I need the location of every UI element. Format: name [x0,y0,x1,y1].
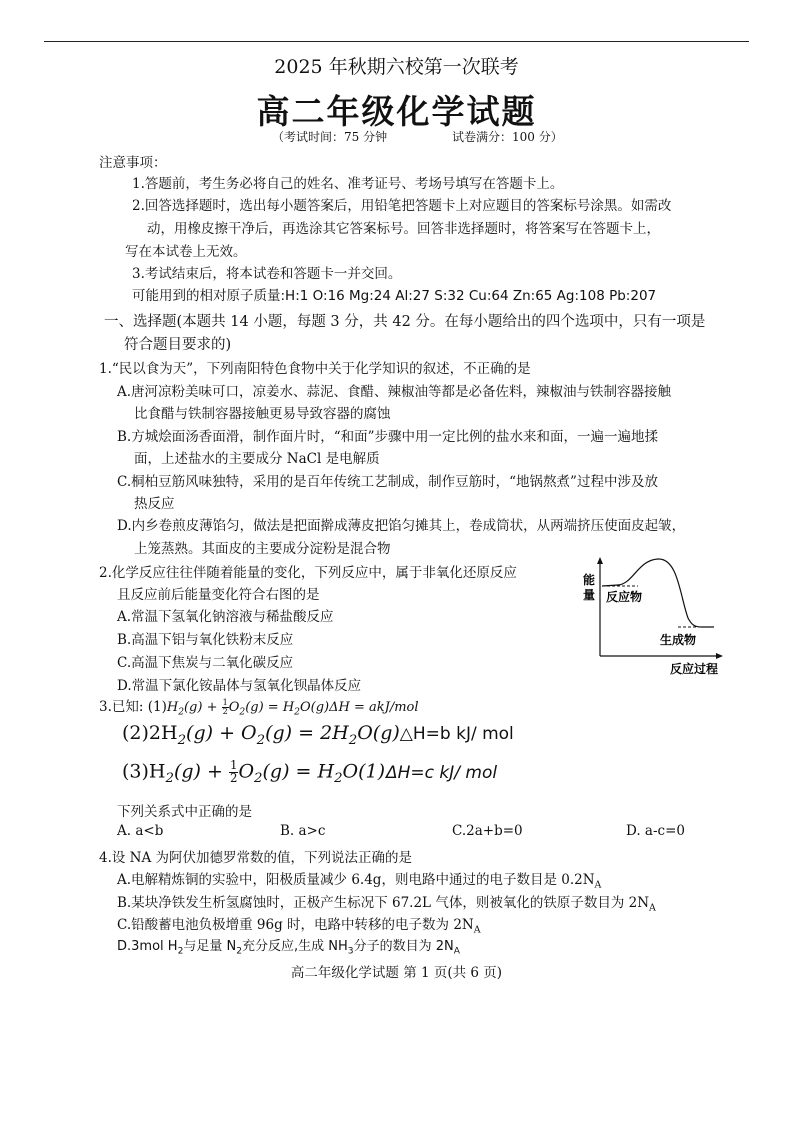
q3-option-b: B. a>c [280,823,326,839]
q1-option-b-2: 面，上述盐水的主要成分 NaCl 是电解质 [134,451,380,467]
q3-option-c: C.2a+b=0 [452,823,523,839]
q3-option-d: D. a-c=0 [626,823,685,839]
q3-eq3: $(3)H_2(g)$ + $\frac{1}{2}$ $O_2(g) = H_2O(1)$ [122,758,386,787]
q3-eq2: $(2)2H_2(g) + O_2(g)$ = $2H_2O(g)\triangle H=b$ kJ/ mol [122,722,514,748]
q1-option-a-2: 比食醋与铁制容器接触更易导致容器的腐蚀 [134,406,391,422]
q2-option-d: D.常温下氯化铵晶体与氢氧化钡晶体反应 [117,678,362,694]
score-note: 试卷满分：100 分） [452,130,563,144]
q4-option-b: B.某块净铁发生析氢腐蚀时，正极产生标况下 67.2L 气体，则被氧化的铁原子数目为 $2N_A$ [117,895,656,914]
page-footer: 高二年级化学试题 第 1 页(共 6 页) [290,965,503,981]
atomic-masses: 可能用到的相对原子质量:H:1 O:16 Mg:24 Al:27 S:32 Cu:64 Zn:65 Ag:108 Pb:207 [132,288,657,304]
reactants-label: 反应物 [606,590,643,604]
q1-stem: 1.“民以食为天”，下列南阳特色食物中关于化学知识的叙述，不正确的是 [99,361,531,377]
q3-ask: 下列关系式中正确的是 [117,804,252,820]
q4-option-d: D.3mol $H_2$与足量 $N_2$充分反应,生成 $NH_3$分子的数目为 $2N_A$ [117,939,460,957]
q2-option-a: A.常温下氢氧化钠溶液与稀盐酸反应 [117,609,334,625]
q2-stem-2: 且反应前后能量变化符合右图的是 [117,587,320,603]
notice-item-2b: 动，用橡皮擦干净后，再选涂其它答案标号。回答非选择题时，将答案写在答题卡上， [147,221,660,237]
q1-option-c-2: 热反应 [134,496,175,512]
q3-eq2-lead: (2)2H [122,722,178,744]
notice-item-3: 3.考试结束后，将本试卷和答题卡一并交回。 [132,266,402,282]
notice-heading: 注意事项： [99,155,167,171]
energy-diagram [578,556,728,678]
q2-option-b: B.高温下铝与氧化铁粉末反应 [117,632,294,648]
x-label: 反应过程 [670,662,719,676]
notice-item-2c: 写在本试卷上无效。 [125,244,247,260]
q1-option-b-1: B.方城烩面汤香面滑，制作面片时，“和面”步骤中用一定比例的盐水来和面，一遍一遍地揉 [117,429,659,445]
q1-option-d-2: 上笼蒸熟。其面皮的主要成分淀粉是混合物 [134,541,391,557]
y-axis-arrow [597,557,603,564]
section-heading-b: 符合题目要求的) [124,337,232,353]
section-heading-a: 一、选择题(本题共 14 小题，每题 3 分，共 42 分。在每小题给出的四个选项中，只有一项是 [104,314,706,330]
q3-eq2-dh: △H=b kJ/ mol [399,724,514,744]
q3-eq1-dh: ΔH = akJ/mol [329,700,419,715]
q1-option-d-1: D.内乡卷煎皮薄馅匀，做法是把面擀成薄皮把馅匀摊其上，卷成筒状，从两端挤压使面皮起皱， [117,518,686,534]
q4-stem: 4.设 NA 为阿伏加德罗常数的值，下列说法正确的是 [99,850,413,866]
q3-lead: 3.已知: (1) [99,699,167,715]
q2-option-c: C.高温下焦炭与二氧化碳反应 [117,655,294,671]
q1-option-a-1: A.唐河凉粉美味可口，凉姜水、蒜泥、食醋、辣椒油等都是必备佐料，辣椒油与铁制容器接触 [117,384,672,400]
y-label-2: 量 [583,588,596,602]
q3-eq3-lead: (3)H [122,760,166,783]
y-label-1: 能 [583,573,596,587]
q3-eq1: $H_2(g)$ + $\frac{1}{2}$ $O_2(g) = H_2O(g)\Delta H = akJ/mol$ [166,697,419,718]
q3-line-1 [99,695,419,718]
q4-option-c: C.铅酸蓄电池负极增重 96g 时，电路中转移的电子数为 $2N_A$ [117,917,481,936]
top-rule [44,41,749,42]
time-note: （考试时间：75 分钟 [272,130,388,144]
exam-name: 2025 年秋期六校第一次联考 [274,56,519,78]
notice-item-1: 1.答题前，考生务必将自己的姓名、准考证号、考场号填写在答题卡上。 [132,176,564,192]
q4-option-a: A.电解精炼铜的实验中，阳极质量减少 6.4g，则电路中通过的电子数目是 $0.2N_A$ [117,872,602,891]
products-label: 生成物 [660,633,697,647]
x-axis-arrow [716,653,723,659]
paper-title: 高二年级化学试题 [256,92,537,131]
q3-eq3-dh: ΔH=c kJ/ mol [386,763,498,783]
notice-item-2a: 2.回答选择题时，选出每小题答案后，用铅笔把答题卡上对应题目的答案标号涂黑。如需改 [132,198,672,214]
q1-option-c-1: C.桐柏豆筋风味独特，采用的是百年传统工艺制成，制作豆筋时，“地锅熬煮”过程中涉及放 [117,474,658,490]
q3-option-a: A. a<b [117,823,164,839]
q2-stem-1: 2.化学反应往往伴随着能量的变化，下列反应中，属于非氧化还原反应 [99,565,517,581]
